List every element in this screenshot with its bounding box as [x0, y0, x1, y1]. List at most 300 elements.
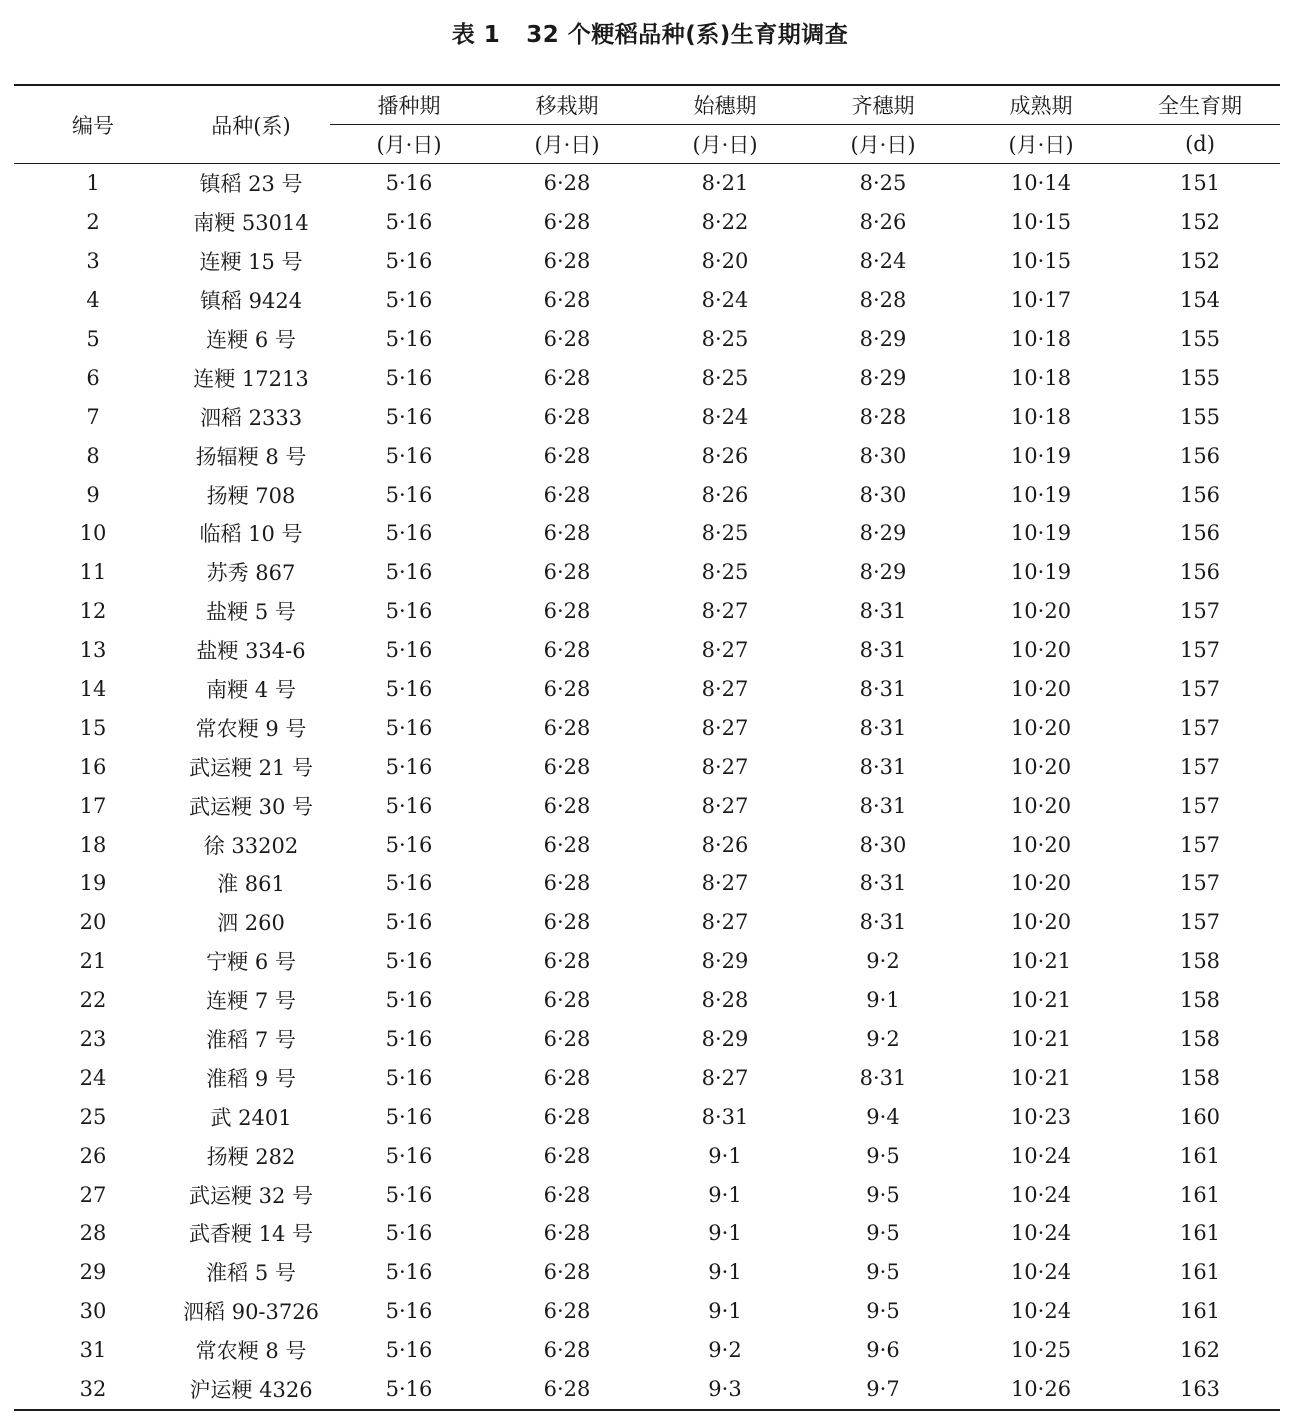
cell-growth-period: 158	[1179, 1065, 1221, 1090]
cell-growth-period: 156	[1179, 521, 1221, 546]
cell-full-heading: 9·1	[866, 988, 900, 1013]
cell-sowing: 5·16	[385, 638, 433, 663]
cell-variety: 常农粳 8 号	[195, 1339, 307, 1364]
cell-transplant: 6·28	[543, 677, 591, 702]
cell-maturity: 10·21	[1010, 1027, 1072, 1052]
cell-growth-period: 156	[1179, 482, 1221, 507]
cell-maturity: 10·26	[962, 1370, 1120, 1410]
cell-sowing: 5·16	[385, 521, 433, 546]
cell-maturity: 10·20	[1010, 754, 1072, 779]
cell-variety: 盐粳 334-6	[196, 639, 306, 664]
cell-variety: 武运粳 30 号	[188, 794, 314, 819]
cell-id: 26	[79, 1143, 107, 1168]
cell-variety: 连粳 6 号	[206, 328, 296, 352]
table-row	[14, 1253, 1280, 1292]
cell-heading-start: 9·1	[708, 1143, 742, 1168]
cell-full-heading: 8·31	[859, 599, 907, 624]
cell-maturity: 10·15	[1010, 210, 1072, 235]
cell-variety: 淮稻 5 号	[206, 1261, 296, 1286]
cell-id: 3	[86, 249, 100, 274]
cell-growth-period: 161	[1179, 1143, 1221, 1168]
cell-full-heading: 9·5	[866, 1221, 900, 1246]
cell-full-heading: 8·30	[859, 832, 907, 857]
cell-id: 22	[79, 988, 107, 1013]
cell-heading-start: 8·27	[701, 793, 749, 818]
cell-maturity: 10·14	[1010, 171, 1072, 196]
cell-sowing: 5·16	[385, 1182, 433, 1207]
cell-sowing: 5·16	[385, 210, 433, 235]
cell-full-heading: 9·7	[804, 1370, 962, 1410]
cell-transplant: 6·28	[543, 715, 591, 740]
cell-maturity: 10·25	[1010, 1338, 1072, 1363]
cell-full-heading: 8·31	[859, 638, 907, 663]
cell-variety: 南粳 53014	[193, 211, 309, 236]
cell-growth-period: 163	[1120, 1370, 1280, 1410]
cell-full-heading: 8·29	[859, 560, 907, 585]
cell-growth-period: 161	[1179, 1260, 1221, 1285]
table-row	[14, 1020, 1280, 1059]
cell-full-heading: 8·25	[859, 171, 907, 196]
cell-growth-period: 155	[1179, 327, 1221, 351]
cell-sowing: 5·16	[385, 988, 433, 1013]
cell-growth-period: 157	[1179, 871, 1221, 896]
cell-id: 4	[86, 288, 100, 313]
cell-sowing: 5·16	[385, 482, 433, 507]
cell-id: 15	[79, 715, 107, 740]
cell-id: 1	[86, 171, 100, 196]
cell-full-heading: 8·31	[859, 677, 907, 702]
cell-growth-period: 152	[1179, 210, 1221, 235]
table-row	[14, 1097, 1280, 1136]
cell-heading-start: 8·25	[701, 560, 749, 585]
cell-maturity: 10·20	[1010, 715, 1072, 740]
table-row	[14, 358, 1280, 397]
table-row	[14, 1331, 1280, 1370]
cell-transplant: 6·28	[543, 210, 591, 235]
cell-heading-start: 8·27	[701, 599, 749, 624]
table-row	[14, 592, 1280, 631]
cell-variety: 镇稻 23 号	[199, 172, 303, 197]
cell-transplant: 6·28	[543, 404, 591, 429]
cell-transplant: 6·28	[543, 1260, 591, 1285]
cell-sowing: 5·16	[385, 1065, 433, 1090]
cell-id: 32	[14, 1370, 172, 1410]
table-row	[14, 825, 1280, 864]
table-row	[14, 981, 1280, 1020]
cell-id: 11	[79, 560, 107, 585]
cell-full-heading: 8·31	[859, 1065, 907, 1090]
cell-sowing: 5·16	[385, 599, 433, 624]
table-row	[14, 1058, 1280, 1097]
cell-full-heading: 8·31	[859, 793, 907, 818]
cell-id: 2	[86, 210, 100, 235]
cell-id: 20	[79, 910, 107, 935]
cell-variety: 临稻 10 号	[199, 522, 303, 547]
cell-maturity: 10·17	[1010, 288, 1072, 313]
table-row	[14, 514, 1280, 553]
cell-full-heading: 8·31	[859, 910, 907, 935]
table-row	[14, 631, 1280, 670]
cell-heading-start: 9·1	[708, 1182, 742, 1207]
cell-heading-start: 8·27	[701, 871, 749, 896]
cell-transplant: 6·28	[543, 638, 591, 663]
table-row	[14, 553, 1280, 592]
cell-maturity: 10·21	[1010, 949, 1072, 974]
table-row	[14, 475, 1280, 514]
cell-growth-period: 156	[1179, 560, 1221, 585]
cell-heading-start: 8·25	[701, 365, 749, 390]
cell-transplant: 6·28	[543, 832, 591, 857]
table-row	[14, 1175, 1280, 1214]
cell-sowing: 5·16	[385, 288, 433, 313]
cell-id: 5	[86, 327, 100, 351]
table-row	[14, 708, 1280, 747]
cell-maturity: 10·20	[1010, 638, 1072, 663]
cell-heading-start: 8·27	[701, 715, 749, 740]
cell-full-heading: 9·5	[866, 1299, 900, 1324]
cell-sowing: 5·16	[385, 1221, 433, 1246]
cell-transplant: 6·28	[543, 871, 591, 896]
cell-transplant: 6·28	[543, 754, 591, 779]
table-title: 32 个粳稻品种(系)生育期调查	[526, 22, 849, 48]
cell-sowing: 5·16	[385, 1104, 433, 1129]
header-full-heading: 齐穗期	[804, 85, 962, 125]
cell-maturity: 10·19	[1010, 482, 1072, 507]
header-heading-start: 始穗期	[646, 85, 804, 125]
cell-transplant: 6·28	[543, 171, 591, 196]
cell-variety: 徐 33202	[203, 833, 299, 858]
table-row	[14, 1292, 1280, 1331]
cell-id: 14	[79, 677, 107, 702]
cell-full-heading: 9·2	[866, 1027, 900, 1052]
unit-full-heading: (月·日)	[804, 125, 962, 164]
cell-id: 31	[79, 1338, 107, 1363]
cell-heading-start: 8·27	[701, 1065, 749, 1090]
cell-full-heading: 8·26	[859, 210, 907, 235]
cell-maturity: 10·20	[1010, 677, 1072, 702]
cell-maturity: 10·20	[1010, 599, 1072, 624]
cell-id: 28	[79, 1221, 107, 1246]
table-row	[14, 242, 1280, 281]
cell-heading-start: 8·21	[701, 171, 749, 196]
cell-sowing: 5·16	[385, 832, 433, 857]
cell-maturity: 10·24	[1010, 1260, 1072, 1285]
cell-growth-period: 157	[1179, 599, 1221, 624]
cell-variety: 泗稻 90-3726	[183, 1300, 319, 1325]
cell-variety: 淮 861	[217, 872, 285, 897]
cell-transplant: 6·28	[543, 1221, 591, 1246]
table-row	[14, 747, 1280, 786]
cell-id: 19	[79, 871, 107, 896]
cell-transplant: 6·28	[543, 1338, 591, 1363]
cell-variety: 武运粳 32 号	[188, 1183, 314, 1208]
cell-full-heading: 9·6	[866, 1338, 900, 1363]
cell-transplant: 6·28	[543, 288, 591, 313]
table-row	[14, 320, 1280, 359]
cell-maturity: 10·23	[1010, 1104, 1072, 1129]
cell-transplant: 6·28	[543, 1143, 591, 1168]
table-row	[14, 1370, 1280, 1410]
cell-growth-period: 161	[1179, 1182, 1221, 1207]
cell-heading-start: 8·26	[701, 832, 749, 857]
cell-growth-period: 155	[1179, 404, 1221, 429]
cell-full-heading: 8·31	[859, 715, 907, 740]
table-row	[14, 164, 1280, 203]
table-row	[14, 670, 1280, 709]
cell-variety: 宁粳 6 号	[206, 950, 296, 975]
cell-transplant: 6·28	[543, 1299, 591, 1324]
cell-id: 17	[79, 793, 107, 818]
cell-heading-start: 8·27	[701, 754, 749, 779]
cell-id: 7	[86, 404, 100, 429]
cell-growth-period: 154	[1179, 288, 1221, 313]
cell-sowing: 5·16	[385, 677, 433, 702]
cell-full-heading: 8·28	[859, 404, 907, 429]
unit-transplant: (月·日)	[488, 125, 646, 164]
cell-variety: 武 2401	[210, 1105, 292, 1130]
cell-id: 18	[79, 832, 107, 857]
cell-heading-start: 8·29	[701, 949, 749, 974]
cell-transplant: 6·28	[543, 521, 591, 546]
table-row	[14, 864, 1280, 903]
cell-full-heading: 8·30	[859, 443, 907, 468]
cell-sowing: 5·16	[385, 793, 433, 818]
table-body	[14, 164, 1280, 1410]
cell-heading-start: 9·3	[646, 1370, 804, 1410]
cell-heading-start: 8·27	[701, 638, 749, 663]
cell-heading-start: 8·27	[701, 677, 749, 702]
cell-transplant: 6·28	[543, 560, 591, 585]
cell-sowing: 5·16	[330, 1370, 488, 1410]
cell-variety: 泗稻 2333	[199, 405, 303, 430]
cell-sowing: 5·16	[385, 443, 433, 468]
cell-heading-start: 8·22	[701, 210, 749, 235]
cell-growth-period: 157	[1179, 638, 1221, 663]
cell-id: 29	[79, 1260, 107, 1285]
cell-variety: 连粳 15 号	[199, 250, 303, 275]
cell-maturity: 10·20	[1010, 832, 1072, 857]
cell-sowing: 5·16	[385, 1338, 433, 1363]
cell-transplant: 6·28	[543, 1065, 591, 1090]
cell-variety: 盐粳 5 号	[206, 600, 296, 625]
cell-heading-start: 9·1	[708, 1299, 742, 1324]
cell-growth-period: 156	[1179, 443, 1221, 468]
cell-id: 9	[86, 482, 100, 507]
cell-growth-period: 158	[1179, 949, 1221, 974]
cell-variety: 武运粳 21 号	[188, 755, 314, 780]
cell-full-heading: 9·5	[866, 1260, 900, 1285]
cell-full-heading: 8·24	[859, 249, 907, 274]
cell-variety: 淮稻 9 号	[206, 1066, 296, 1091]
cell-variety: 扬粳 282	[206, 1144, 296, 1169]
cell-id: 25	[79, 1104, 107, 1129]
cell-sowing: 5·16	[385, 1299, 433, 1324]
cell-variety: 南粳 4 号	[206, 678, 296, 703]
cell-sowing: 5·16	[385, 1143, 433, 1168]
cell-sowing: 5·16	[385, 327, 433, 351]
cell-maturity: 10·20	[1010, 793, 1072, 818]
cell-id: 8	[86, 443, 100, 468]
header-id: 编号	[14, 85, 172, 164]
cell-transplant: 6·28	[543, 249, 591, 274]
table-caption	[0, 18, 1300, 52]
cell-variety: 淮稻 7 号	[206, 1028, 296, 1053]
cell-heading-start: 8·24	[701, 404, 749, 429]
table-row	[14, 397, 1280, 436]
cell-full-heading: 8·29	[859, 365, 907, 390]
cell-maturity: 10·15	[1010, 249, 1072, 274]
cell-maturity: 10·24	[1010, 1182, 1072, 1207]
table-number: 表 1	[451, 22, 501, 48]
cell-variety: 沪运粳 4326	[172, 1370, 330, 1410]
unit-heading-start: (月·日)	[646, 125, 804, 164]
cell-transplant: 6·28	[543, 793, 591, 818]
cell-full-heading: 8·31	[859, 871, 907, 896]
cell-full-heading: 8·28	[859, 288, 907, 313]
cell-variety: 武香粳 14 号	[188, 1222, 314, 1247]
cell-variety: 扬粳 708	[206, 483, 296, 508]
cell-heading-start: 8·29	[701, 1027, 749, 1052]
cell-growth-period: 157	[1179, 715, 1221, 740]
header-transplant: 移栽期	[488, 85, 646, 125]
cell-full-heading: 9·5	[866, 1182, 900, 1207]
cell-full-heading: 8·31	[859, 754, 907, 779]
cell-maturity: 10·24	[1010, 1143, 1072, 1168]
cell-growth-period: 158	[1179, 1027, 1221, 1052]
cell-id: 6	[86, 365, 100, 390]
cell-growth-period: 161	[1179, 1221, 1221, 1246]
cell-heading-start: 8·31	[701, 1104, 749, 1129]
cell-growth-period: 162	[1179, 1338, 1221, 1363]
cell-growth-period: 151	[1179, 171, 1221, 196]
cell-id: 24	[79, 1065, 107, 1090]
cell-heading-start: 8·26	[701, 443, 749, 468]
table-row	[14, 1136, 1280, 1175]
unit-growth-period: (d)	[1120, 125, 1280, 164]
cell-heading-start: 8·24	[701, 288, 749, 313]
cell-id: 27	[79, 1182, 107, 1207]
cell-growth-period: 157	[1179, 910, 1221, 935]
cell-heading-start: 8·28	[701, 988, 749, 1013]
cell-transplant: 6·28	[543, 599, 591, 624]
cell-id: 21	[79, 949, 107, 974]
cell-growth-period: 155	[1179, 365, 1221, 390]
cell-heading-start: 9·2	[708, 1338, 742, 1363]
cell-full-heading: 9·5	[866, 1143, 900, 1168]
cell-growth-period: 160	[1179, 1104, 1221, 1129]
cell-growth-period: 157	[1179, 832, 1221, 857]
cell-transplant: 6·28	[543, 482, 591, 507]
cell-maturity: 10·18	[1010, 404, 1072, 429]
cell-transplant: 6·28	[543, 1027, 591, 1052]
cell-variety: 镇稻 9424	[199, 289, 303, 314]
cell-full-heading: 9·2	[866, 949, 900, 974]
header-growth-period: 全生育期	[1120, 85, 1280, 125]
cell-maturity: 10·19	[1010, 560, 1072, 585]
cell-transplant: 6·28	[543, 443, 591, 468]
cell-variety: 连粳 17213	[193, 366, 309, 391]
cell-heading-start: 9·1	[708, 1221, 742, 1246]
unit-sowing: (月·日)	[330, 125, 488, 164]
cell-maturity: 10·24	[1010, 1299, 1072, 1324]
cell-maturity: 10·18	[1010, 365, 1072, 390]
cell-growth-period: 157	[1179, 754, 1221, 779]
cell-sowing: 5·16	[385, 249, 433, 274]
cell-id: 12	[79, 599, 107, 624]
cell-variety: 常农粳 9 号	[195, 716, 307, 741]
unit-maturity: (月·日)	[962, 125, 1120, 164]
cell-id: 23	[79, 1027, 107, 1052]
cell-heading-start: 8·20	[701, 249, 749, 274]
cell-full-heading: 8·29	[859, 521, 907, 546]
cell-sowing: 5·16	[385, 171, 433, 196]
cell-growth-period: 152	[1179, 249, 1221, 274]
cell-sowing: 5·16	[385, 871, 433, 896]
cell-maturity: 10·21	[1010, 988, 1072, 1013]
cell-sowing: 5·16	[385, 910, 433, 935]
table-row	[14, 436, 1280, 475]
cell-id: 13	[79, 638, 107, 663]
cell-heading-start: 8·25	[701, 521, 749, 546]
growth-period-table	[14, 84, 1280, 1411]
cell-variety: 泗 260	[217, 911, 285, 936]
cell-sowing: 5·16	[385, 754, 433, 779]
cell-transplant: 6·28	[543, 327, 591, 351]
cell-heading-start: 8·26	[701, 482, 749, 507]
cell-id: 10	[79, 521, 107, 546]
cell-maturity: 10·19	[1010, 521, 1072, 546]
cell-heading-start: 8·27	[701, 910, 749, 935]
table-row	[14, 281, 1280, 320]
cell-variety: 连粳 7 号	[206, 989, 296, 1014]
cell-transplant: 6·28	[543, 949, 591, 974]
cell-sowing: 5·16	[385, 715, 433, 740]
cell-growth-period: 157	[1179, 677, 1221, 702]
header-maturity: 成熟期	[962, 85, 1120, 125]
table-row	[14, 942, 1280, 981]
header-variety: 品种(系)	[172, 85, 330, 164]
header-sowing: 播种期	[330, 85, 488, 125]
cell-growth-period: 161	[1179, 1299, 1221, 1324]
table-row	[14, 1214, 1280, 1253]
cell-maturity: 10·20	[1010, 871, 1072, 896]
cell-sowing: 5·16	[385, 560, 433, 585]
cell-full-heading: 8·30	[859, 482, 907, 507]
cell-maturity: 10·24	[1010, 1221, 1072, 1246]
cell-full-heading: 8·29	[859, 327, 907, 351]
table-row	[14, 203, 1280, 242]
cell-sowing: 5·16	[385, 365, 433, 390]
cell-sowing: 5·16	[385, 1027, 433, 1052]
cell-transplant: 6·28	[543, 1182, 591, 1207]
cell-maturity: 10·19	[1010, 443, 1072, 468]
cell-full-heading: 9·4	[866, 1104, 900, 1129]
cell-sowing: 5·16	[385, 1260, 433, 1285]
cell-growth-period: 158	[1179, 988, 1221, 1013]
cell-variety: 苏秀 867	[206, 561, 296, 586]
cell-maturity: 10·18	[1010, 327, 1072, 351]
cell-transplant: 6·28	[488, 1370, 646, 1410]
cell-heading-start: 8·25	[701, 327, 749, 351]
cell-maturity: 10·21	[1010, 1065, 1072, 1090]
cell-transplant: 6·28	[543, 1104, 591, 1129]
cell-id: 30	[79, 1299, 107, 1324]
table-row	[14, 903, 1280, 942]
cell-heading-start: 9·1	[708, 1260, 742, 1285]
cell-transplant: 6·28	[543, 365, 591, 390]
cell-transplant: 6·28	[543, 910, 591, 935]
cell-variety: 扬辐粳 8 号	[195, 444, 307, 469]
